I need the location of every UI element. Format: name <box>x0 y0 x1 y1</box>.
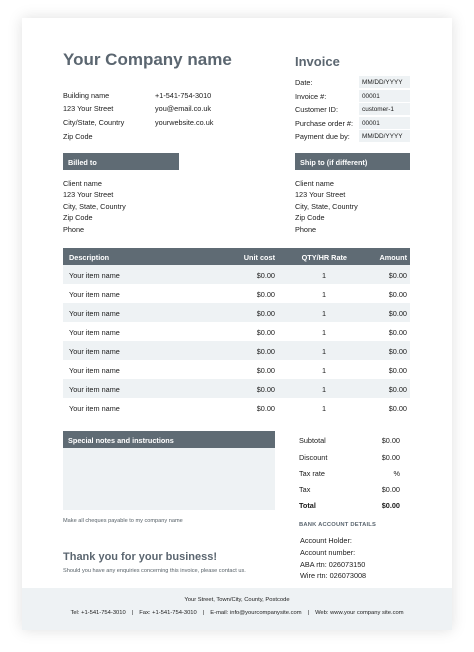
table-row[interactable] <box>63 379 410 398</box>
total-value: $0.00 <box>381 453 400 462</box>
item-qty: 1 <box>321 328 326 337</box>
notes-textarea[interactable] <box>63 448 275 510</box>
item-amount: $0.00 <box>388 271 407 280</box>
item-amount: $0.00 <box>388 385 407 394</box>
header-amount: Amount <box>379 252 407 262</box>
bank-details-title: BANK ACCOUNT DETAILS <box>299 522 377 528</box>
item-unit-cost: $0.00 <box>256 271 275 280</box>
billed-to-line: Client name <box>63 179 102 188</box>
item-amount: $0.00 <box>388 309 407 318</box>
table-header <box>63 248 410 265</box>
thank-you-heading: Thank you for your business! <box>63 551 218 563</box>
item-qty: 1 <box>321 290 326 299</box>
meta-label: Invoice #: <box>295 92 327 101</box>
bank-line: Account number: <box>300 548 356 557</box>
table-row[interactable] <box>63 284 410 303</box>
item-qty: 1 <box>321 385 326 394</box>
item-qty: 1 <box>321 309 326 318</box>
meta-label: Purchase order #: <box>295 119 354 128</box>
item-amount: $0.00 <box>388 366 407 375</box>
items-table <box>63 248 410 417</box>
item-amount: $0.00 <box>388 290 407 299</box>
invoice-title: Invoice <box>295 54 340 69</box>
footer-separator: | <box>131 610 134 616</box>
bank-line: Wire rtn: 026073008 <box>300 571 367 580</box>
item-amount: $0.00 <box>388 404 407 413</box>
meta-value[interactable]: 00001 <box>359 90 410 102</box>
company-address-line: Zip Code <box>63 132 93 141</box>
footer-separator: | <box>307 610 310 616</box>
item-description: Your item name <box>69 347 120 356</box>
company-phone: +1-541-754-3010 <box>155 91 212 100</box>
footer-contacts <box>22 610 452 616</box>
item-unit-cost: $0.00 <box>256 347 275 356</box>
company-name: Your Company name <box>63 50 232 69</box>
footer-email[interactable]: E-mail: info@yourcompanysite.com <box>210 610 302 616</box>
company-address-line: Building name <box>63 91 110 100</box>
item-amount: $0.00 <box>388 328 407 337</box>
company-email: you@email.co.uk <box>155 104 212 113</box>
item-unit-cost: $0.00 <box>256 404 275 413</box>
meta-label: Payment due by: <box>295 132 350 141</box>
item-description: Your item name <box>69 385 120 394</box>
meta-label: Customer ID: <box>295 105 338 114</box>
table-row[interactable] <box>63 360 410 379</box>
item-description: Your item name <box>69 309 120 318</box>
ship-to-line: Phone <box>295 225 317 234</box>
purchase-order-row <box>295 117 410 129</box>
item-unit-cost: $0.00 <box>256 309 275 318</box>
footer <box>22 588 452 630</box>
invoice-number-row <box>295 90 410 102</box>
billed-to-line: Zip Code <box>63 213 93 222</box>
meta-value[interactable]: 00001 <box>359 117 410 129</box>
table-row[interactable] <box>63 398 410 417</box>
notes-heading: Special notes and instructions <box>63 431 275 448</box>
item-qty: 1 <box>321 366 326 375</box>
billed-to-line: City, State, Country <box>63 202 126 211</box>
enquiries-note: Should you have any enquiries concerning this invoice, please contact us. <box>63 568 246 574</box>
total-label: Subtotal <box>299 436 326 445</box>
total-value: $0.00 <box>381 485 400 494</box>
invoice-date-row <box>295 76 410 88</box>
company-address-line: City/State, Country <box>63 118 125 127</box>
bank-line: Account Holder: <box>300 536 352 545</box>
total-value: % <box>393 469 400 478</box>
table-row[interactable] <box>63 265 410 284</box>
footer-web[interactable]: Web: www.your company site.com <box>315 610 404 616</box>
item-description: Your item name <box>69 366 120 375</box>
footer-fax: Fax: +1-541-754-3010 <box>139 610 197 616</box>
customer-id-row <box>295 103 410 115</box>
meta-label: Date: <box>295 78 313 87</box>
footer-address: Your Street, Town/City, County, Postcode <box>184 597 290 603</box>
cheques-note: Make all cheques payable to my company name <box>63 518 183 524</box>
billed-to-line: Phone <box>63 225 85 234</box>
item-qty: 1 <box>321 271 326 280</box>
total-label: Total <box>299 501 316 510</box>
ship-to-line: 123 Your Street <box>295 190 346 199</box>
header-unit-cost: Unit cost <box>243 252 275 262</box>
table-row[interactable] <box>63 303 410 322</box>
footer-separator: | <box>202 610 205 616</box>
total-label: Tax rate <box>299 469 325 478</box>
table-row[interactable] <box>63 341 410 360</box>
header-qty: QTY/HR Rate <box>301 252 347 262</box>
item-description: Your item name <box>69 404 120 413</box>
header-description: Description <box>69 252 110 262</box>
payment-due-row <box>295 130 410 142</box>
meta-value[interactable]: customer-1 <box>359 103 410 115</box>
footer-tel: Tel: +1-541-754-3010 <box>70 610 126 616</box>
company-address-line: 123 Your Street <box>63 104 114 113</box>
ship-to-line: Client name <box>295 179 334 188</box>
total-value: $0.00 <box>381 501 400 510</box>
item-description: Your item name <box>69 328 120 337</box>
item-description: Your item name <box>69 271 120 280</box>
ship-to-heading: Ship to (if different) <box>295 153 410 170</box>
item-qty: 1 <box>321 404 326 413</box>
meta-value[interactable]: MM/DD/YYYY <box>359 76 410 88</box>
ship-to-line: City, State, Country <box>295 202 358 211</box>
meta-value[interactable]: MM/DD/YYYY <box>359 130 410 142</box>
item-qty: 1 <box>321 347 326 356</box>
billed-to-heading: Billed to <box>63 153 179 170</box>
item-unit-cost: $0.00 <box>256 328 275 337</box>
table-row[interactable] <box>63 322 410 341</box>
item-unit-cost: $0.00 <box>256 385 275 394</box>
billed-to-line: 123 Your Street <box>63 190 114 199</box>
ship-to-line: Zip Code <box>295 213 325 222</box>
total-label: Discount <box>299 453 328 462</box>
bank-line: ABA rtn: 026073150 <box>300 560 366 569</box>
item-amount: $0.00 <box>388 347 407 356</box>
item-unit-cost: $0.00 <box>256 290 275 299</box>
item-unit-cost: $0.00 <box>256 366 275 375</box>
total-value: $0.00 <box>381 436 400 445</box>
company-website: yourwebsite.co.uk <box>155 118 214 127</box>
total-label: Tax <box>299 485 311 494</box>
item-description: Your item name <box>69 290 120 299</box>
